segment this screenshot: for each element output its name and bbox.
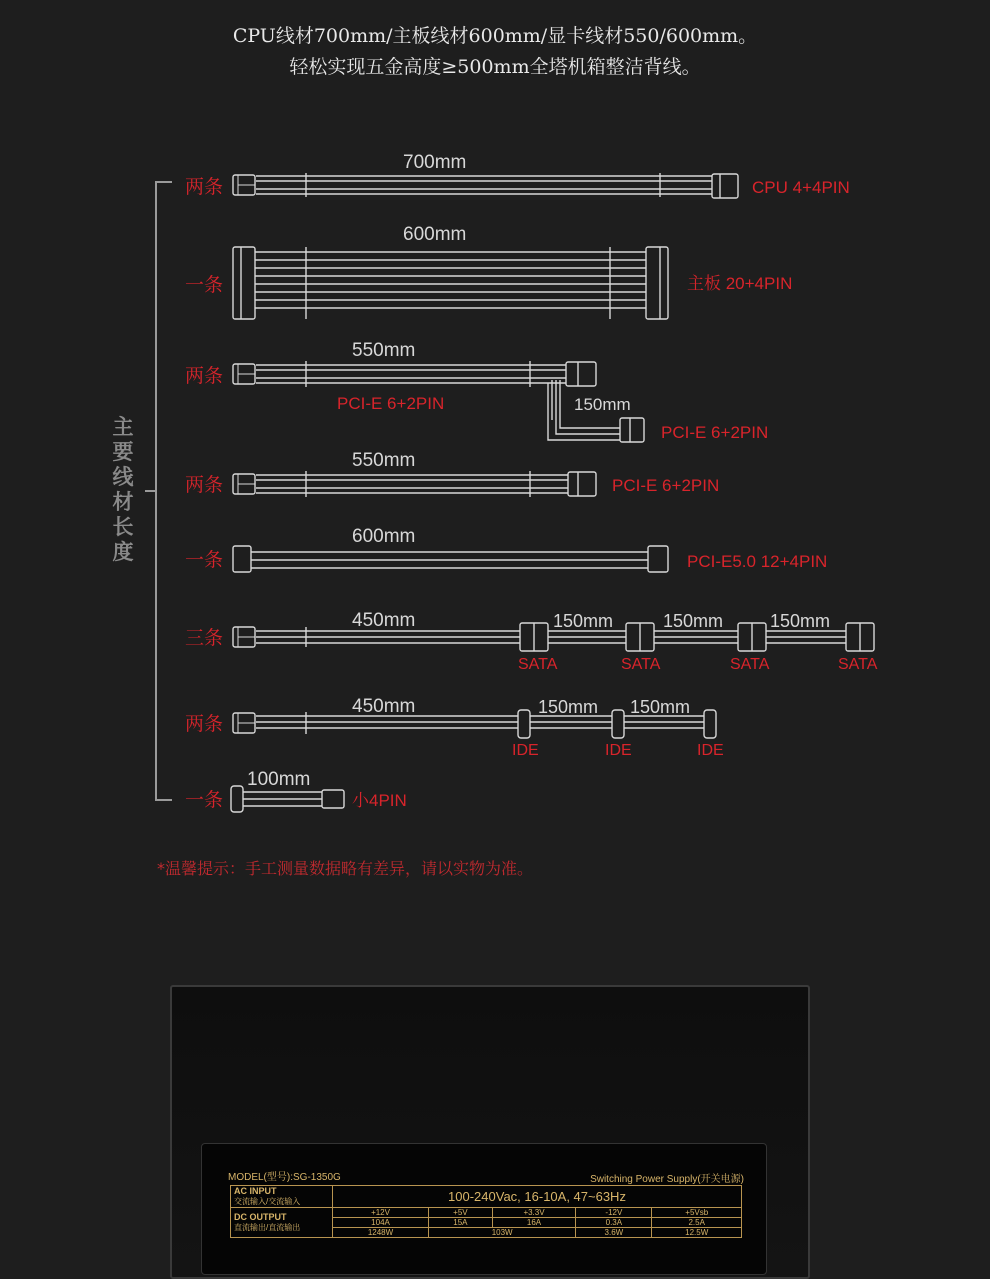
cpu-length: 700mm	[403, 152, 467, 173]
cpu-count: 两条	[185, 177, 224, 198]
current-cell: 15A	[429, 1218, 493, 1228]
side-label-main-cable-length: 主 要 线 材 长 度	[112, 415, 134, 564]
ide-seg1: 150mm	[538, 697, 599, 717]
sata-c1: SATA	[518, 656, 558, 673]
sata-c2: SATA	[621, 656, 661, 673]
pcie-b-length: 550mm	[352, 450, 416, 471]
cpu-name: CPU 4+4PIN	[752, 178, 850, 197]
current-cell: 2.5A	[652, 1218, 742, 1228]
sticker-spec-table	[230, 1185, 742, 1238]
mb-name: 主板 20+4PIN	[687, 274, 793, 293]
pcie-a-name: PCI-E 6+2PIN	[337, 394, 445, 413]
cable-motherboard	[233, 247, 668, 319]
dc-output-title: DC OUTPUT	[234, 1212, 287, 1222]
current-cell: 16A	[492, 1218, 576, 1228]
ide-length: 450mm	[352, 696, 416, 717]
current-cell: 0.3A	[576, 1218, 652, 1228]
sata-c3: SATA	[730, 656, 770, 673]
pcie-b-name: PCI-E 6+2PIN	[612, 476, 720, 495]
watt-cell: 1248W	[333, 1228, 429, 1238]
sata-seg3: 150mm	[770, 611, 831, 631]
ac-input-value: 100-240Vac, 16-10A, 47~63Hz	[333, 1186, 742, 1208]
pcie-a-ext-name: PCI-E 6+2PIN	[661, 423, 769, 442]
pcie-a-count: 两条	[185, 366, 224, 387]
small4-name: 小4PIN	[352, 791, 407, 810]
pcie5-name: PCI-E5.0 12+4PIN	[687, 552, 828, 571]
sata-length: 450mm	[352, 610, 416, 631]
sticker-model: MODEL(型号):SG-1350G	[228, 1172, 341, 1183]
sata-c4: SATA	[838, 656, 878, 673]
watt-cell: 3.6W	[576, 1228, 652, 1238]
cable-pcie-b	[233, 471, 596, 497]
sata-count: 三条	[185, 628, 224, 649]
rail-cell: +5V	[429, 1208, 493, 1218]
ac-input-title: AC INPUT	[234, 1186, 277, 1196]
psu-label-sticker	[201, 1143, 767, 1275]
ide-c1: IDE	[512, 742, 539, 759]
rail-cell: +3.3V	[492, 1208, 576, 1218]
pcie-a-ext-length: 150mm	[574, 395, 631, 414]
ide-c3: IDE	[697, 742, 724, 759]
small4-count: 一条	[185, 790, 224, 811]
sata-seg1: 150mm	[553, 611, 614, 631]
ide-count: 两条	[185, 714, 224, 735]
pcie-a-length: 550mm	[352, 340, 416, 361]
small4-length: 100mm	[247, 769, 311, 790]
ide-c2: IDE	[605, 742, 632, 759]
dc-output-sub: 直流输出/直流输出	[234, 1223, 301, 1232]
cable-pcie5	[233, 546, 668, 572]
ac-input-sub: 交流输入/交流输入	[234, 1197, 301, 1206]
intro-line-2: 轻松实现五金高度≥500mm全塔机箱整洁背线。	[289, 56, 701, 78]
rail-cell: -12V	[576, 1208, 652, 1218]
sata-seg2: 150mm	[663, 611, 724, 631]
mb-length: 600mm	[403, 224, 467, 245]
disclaimer-note: *温馨提示：手工测量数据略有差异，请以实物为准。	[157, 859, 534, 878]
pcie5-count: 一条	[185, 550, 224, 571]
watt-cell: 12.5W	[652, 1228, 742, 1238]
current-cell: 104A	[333, 1218, 429, 1228]
cable-cpu	[233, 173, 738, 198]
rail-cell: +5Vsb	[652, 1208, 742, 1218]
intro-line-1: CPU线材700mm/主板线材600mm/显卡线材550/600mm。	[232, 25, 758, 47]
pcie-b-count: 两条	[185, 475, 224, 496]
mb-count: 一条	[185, 275, 224, 296]
bracket	[145, 182, 172, 800]
sticker-brand: Switching Power Supply(开关电源)	[590, 1174, 744, 1185]
pcie5-length: 600mm	[352, 526, 416, 547]
watt-cell: 103W	[429, 1228, 576, 1238]
rail-cell: +12V	[333, 1208, 429, 1218]
ide-seg2: 150mm	[630, 697, 691, 717]
